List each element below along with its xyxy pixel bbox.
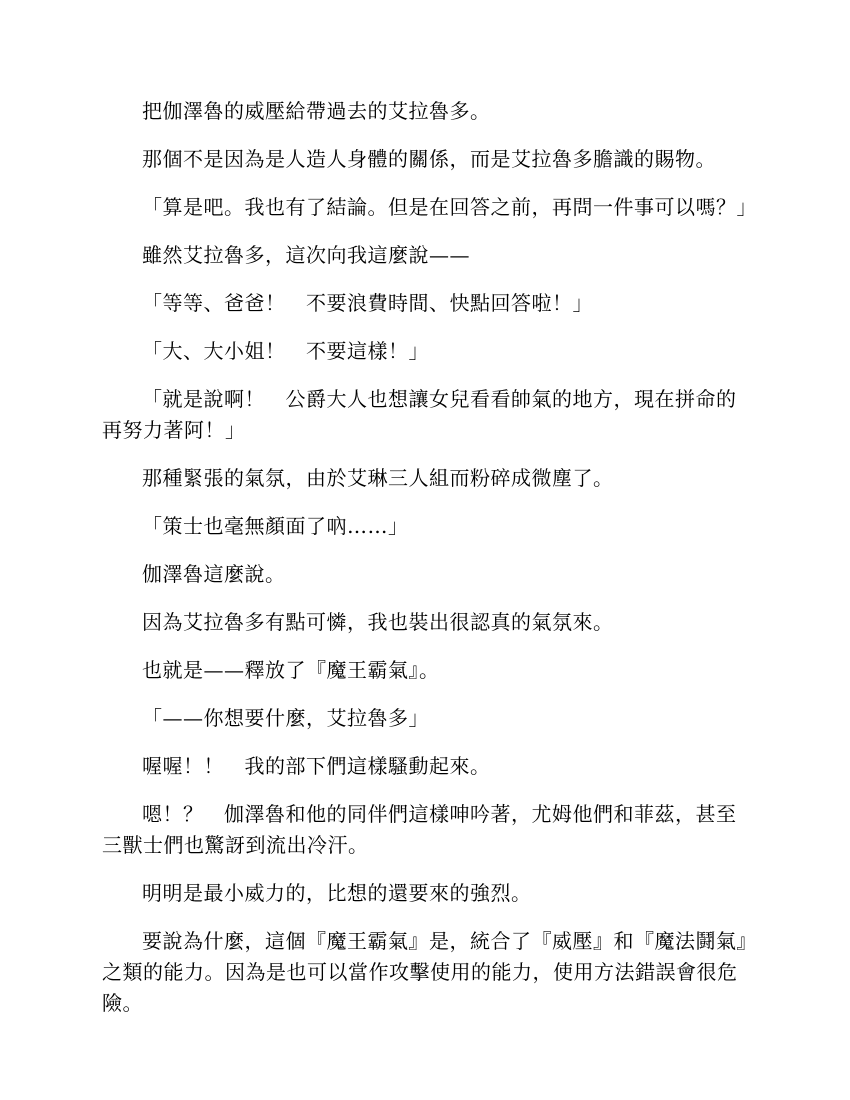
paragraph-1: 把伽澤魯的威壓給帶過去的艾拉魯多。: [142, 99, 491, 123]
paragraph-4: 雖然艾拉魯多，這次向我這麼說——: [142, 243, 470, 267]
paragraph-2: 那個不是因為是人造人身體的關係，而是艾拉魯多膽識的賜物。: [142, 147, 716, 171]
paragraph-14: 喔喔！！ 我的部下們這樣騷動起來。: [142, 754, 491, 778]
paragraph-5: 「等等、爸爸！ 不要浪費時間、快點回答啦！」: [142, 291, 593, 315]
paragraph-7: 「就是說啊！ 公爵大人也想讓女兒看看帥氣的地方，現在拼命的再努力著阿！」: [102, 387, 737, 442]
paragraph-13: 「——你想要什麼，艾拉魯多」: [142, 706, 429, 730]
paragraph-11: 因為艾拉魯多有點可憐，我也裝出很認真的氣氛來。: [142, 610, 614, 634]
paragraph-16: 明明是最小威力的，比想的還要來的強烈。: [142, 881, 532, 905]
paragraph-10: 伽澤魯這麼說。: [142, 562, 286, 586]
paragraph-3: 「算是吧。我也有了結論。但是在回答之前，再問一件事可以嗎？」: [142, 195, 757, 219]
paragraph-8: 那種緊張的氣氛，由於艾琳三人組而粉碎成微塵了。: [142, 466, 614, 490]
paragraph-15: 嗯！？ 伽澤魯和他的同伴們這樣呻吟著，尤姆他們和菲茲，甚至三獸士們也驚訝到流出冷汗。: [102, 802, 737, 857]
paragraph-17: 要說為什麼，這個『魔王霸氣』是，統合了『威壓』和『魔法鬪氣』之類的能力。因為是也可以當作攻擊使用的能力，使用方法錯誤會很危險。: [102, 929, 747, 1015]
paragraph-12: 也就是——釋放了『魔王霸氣』。: [142, 658, 440, 682]
paragraph-6: 「大、大小姐！ 不要這樣！」: [142, 339, 429, 363]
paragraph-9: 「策士也毫無顏面了吶……」: [142, 514, 409, 538]
document-page: [102, 96, 757, 1036]
